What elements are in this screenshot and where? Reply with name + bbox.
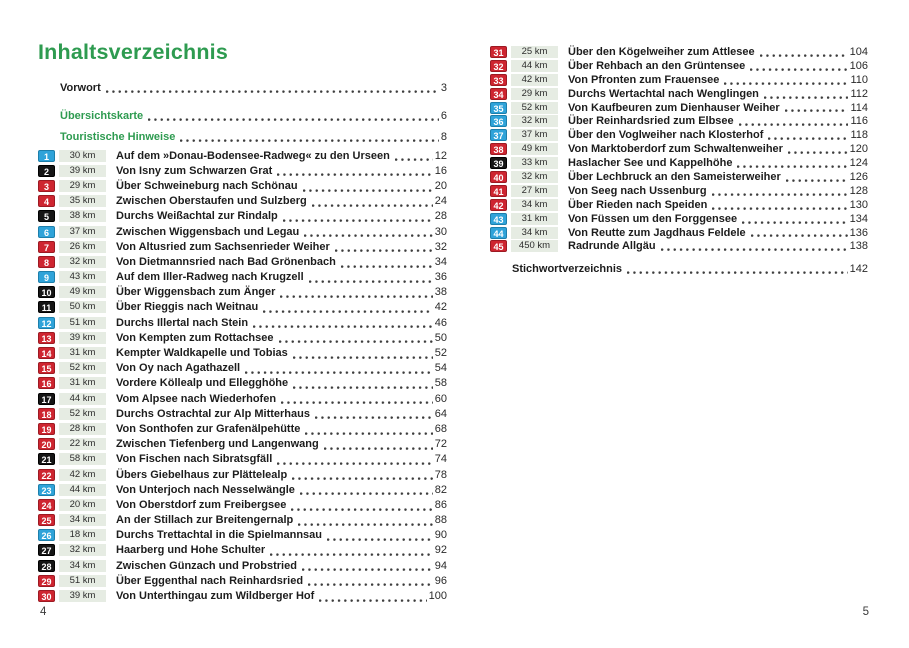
- tour-page-number: 12: [434, 149, 447, 162]
- tour-title: Kempter Waldkapelle und Tobias: [116, 347, 288, 360]
- tour-title: Zwischen Günzach und Probstried: [116, 559, 297, 572]
- tour-distance-badge: 450 km: [511, 240, 558, 252]
- tour-number-badge: 33: [490, 74, 507, 86]
- tour-page-number: 100: [428, 590, 447, 603]
- tour-title: Vom Alpsee nach Wiederhofen: [116, 392, 277, 405]
- tour-page-number: 50: [434, 331, 447, 344]
- tour-distance-badge: 31 km: [59, 347, 106, 359]
- dot-leader: [315, 410, 433, 420]
- dot-leader: [341, 259, 433, 269]
- tour-title: Durchs Weißachtal zur Rindalp: [116, 210, 278, 223]
- tour-distance-badge: 29 km: [511, 88, 558, 100]
- tour-title: Zwischen Tiefenberg und Langenwang: [116, 438, 319, 451]
- tour-page-number: 136: [849, 226, 868, 239]
- section-page-number: 142: [849, 262, 868, 275]
- tour-page-number: 38: [434, 286, 447, 299]
- tour-title: Von Füssen um den Forggensee: [568, 212, 738, 225]
- tour-distance-badge: 22 km: [59, 438, 106, 450]
- toc-tour-row: [490, 101, 868, 115]
- tour-number-badge: 27: [38, 544, 55, 556]
- toc-right-page-column: [490, 41, 868, 276]
- tour-distance-badge: 42 km: [59, 469, 106, 481]
- toc-tour-row: [490, 212, 868, 226]
- tour-page-number: 90: [434, 529, 447, 542]
- section-label: Übersichtskarte: [60, 109, 144, 122]
- toc-tour-row: [38, 376, 447, 391]
- tour-title: Über Reinhardsried zum Elbsee: [568, 115, 734, 128]
- toc-tour-row: [38, 513, 447, 528]
- tour-title: Von Unterthingau zum Wildberger Hof: [116, 590, 315, 603]
- tour-page-number: 124: [849, 157, 868, 170]
- toc-tour-row: [490, 170, 868, 184]
- tour-number-badge: 10: [38, 286, 55, 298]
- tour-number-badge: 34: [490, 88, 507, 100]
- tour-distance-badge: 39 km: [59, 165, 106, 177]
- tour-number-badge: 14: [38, 347, 55, 359]
- tour-page-number: 34: [434, 255, 447, 268]
- dot-leader: [751, 228, 848, 238]
- tour-page-number: 82: [434, 483, 447, 496]
- section-page-number: 6: [440, 109, 447, 122]
- toc-tour-row: [38, 497, 447, 512]
- tour-distance-badge: 31 km: [59, 377, 106, 389]
- tour-page-number: 120: [849, 143, 868, 156]
- tour-number-badge: 8: [38, 256, 55, 268]
- dot-leader: [283, 213, 433, 223]
- tour-page-number: 16: [434, 164, 447, 177]
- tour-page-number: 92: [434, 544, 447, 557]
- tour-distance-badge: 39 km: [59, 332, 106, 344]
- dot-leader: [300, 486, 433, 496]
- section-page-number: 3: [440, 81, 447, 94]
- tour-title: Durchs Trettachtal in die Spielmannsau: [116, 529, 322, 542]
- dot-leader: [279, 334, 433, 344]
- tour-title: An der Stillach zur Breitengernalp: [116, 514, 294, 527]
- dot-leader: [312, 198, 433, 208]
- toc-section-row: [60, 108, 447, 123]
- dot-leader: [308, 577, 433, 587]
- toc-tour-row: [38, 178, 447, 193]
- tour-title: Von Unterjoch nach Nesselwängle: [116, 483, 295, 496]
- tour-number-badge: 20: [38, 438, 55, 450]
- toc-tour-row: [38, 270, 447, 285]
- dot-leader: [737, 159, 847, 169]
- tour-page-number: 88: [434, 514, 447, 527]
- dot-leader: [739, 117, 849, 127]
- toc-tour-row: [490, 87, 868, 101]
- tour-page-number: 138: [849, 240, 868, 253]
- tour-title: Durchs Ostrachtal zur Alp Mitterhaus: [116, 407, 310, 420]
- tour-distance-badge: 58 km: [59, 453, 106, 465]
- dot-leader: [263, 304, 433, 314]
- right-page-number: 5: [862, 606, 869, 618]
- tour-distance-badge: 30 km: [59, 150, 106, 162]
- tour-number-badge: 18: [38, 408, 55, 420]
- dot-leader: [293, 380, 433, 390]
- dot-leader: [712, 187, 848, 197]
- tour-page-number: 116: [850, 115, 868, 128]
- tour-title: Von Pfronten zum Frauensee: [568, 73, 720, 86]
- dot-leader: [750, 62, 847, 72]
- tour-number-badge: 41: [490, 185, 507, 197]
- tour-page-number: 78: [434, 468, 447, 481]
- tour-title: Durchs Illertal nach Stein: [116, 316, 249, 329]
- tour-page-number: 94: [434, 559, 447, 572]
- tour-title: Über Rehbach an den Grüntensee: [568, 59, 746, 72]
- toc-tour-row: [38, 315, 447, 330]
- tour-distance-badge: 52 km: [511, 102, 558, 114]
- tour-distance-badge: 20 km: [59, 499, 106, 511]
- toc-section-row: [60, 129, 447, 144]
- tour-page-number: 30: [434, 225, 447, 238]
- tour-distance-badge: 51 km: [59, 317, 106, 329]
- tour-title: Von Reutte zum Jagdhaus Feldele: [568, 226, 746, 239]
- tour-distance-badge: 44 km: [59, 393, 106, 405]
- tour-page-number: 60: [434, 392, 447, 405]
- tour-title: Über Rieden nach Speiden: [568, 198, 708, 211]
- tour-distance-badge: 38 km: [59, 210, 106, 222]
- toc-tour-row: [490, 114, 868, 128]
- tour-page-number: 114: [850, 101, 868, 114]
- toc-tour-row: [490, 142, 868, 156]
- tour-title: Vordere Köllealp und Ellegghöhe: [116, 377, 289, 390]
- tour-title: Von Dietmannsried nach Bad Grönenbach: [116, 255, 336, 268]
- tour-number-badge: 23: [38, 484, 55, 496]
- toc-left-page-column: [38, 40, 447, 604]
- tour-number-badge: 4: [38, 195, 55, 207]
- tour-page-number: 52: [434, 347, 447, 360]
- tour-number-badge: 29: [38, 575, 55, 587]
- toc-backmatter-row: [512, 261, 868, 276]
- dot-leader: [270, 547, 433, 557]
- tour-number-badge: 25: [38, 514, 55, 526]
- tour-page-number: 72: [434, 438, 447, 451]
- tour-distance-badge: 28 km: [59, 423, 106, 435]
- tour-distance-badge: 43 km: [59, 271, 106, 283]
- toc-tour-row: [38, 391, 447, 406]
- dot-leader: [764, 90, 849, 100]
- toc-tour-row: [490, 59, 868, 73]
- toc-tour-row: [38, 588, 447, 603]
- tour-page-number: 54: [434, 362, 447, 375]
- tour-number-badge: 36: [490, 115, 507, 127]
- tour-distance-badge: 32 km: [59, 544, 106, 556]
- dot-leader: [788, 145, 848, 155]
- dot-leader: [304, 228, 432, 238]
- tour-number-badge: 13: [38, 332, 55, 344]
- tour-distance-badge: 49 km: [511, 143, 558, 155]
- tour-title: Von Isny zum Schwarzen Grat: [116, 164, 273, 177]
- toc-tour-row: [490, 226, 868, 240]
- toc-tour-row: [38, 194, 447, 209]
- page-title: Inhaltsverzeichnis: [38, 40, 229, 64]
- tour-title: Von Sonthofen zur Grafenälpehütte: [116, 422, 301, 435]
- tour-distance-badge: 44 km: [511, 60, 558, 72]
- dot-leader: [253, 319, 433, 329]
- tour-distance-badge: 39 km: [59, 590, 106, 602]
- tour-number-badge: 1: [38, 150, 55, 162]
- dot-leader: [309, 274, 433, 284]
- dot-leader: [245, 365, 433, 375]
- tour-page-number: 68: [434, 422, 447, 435]
- dot-leader: [302, 562, 433, 572]
- tour-distance-badge: 52 km: [59, 362, 106, 374]
- dot-leader: [106, 84, 439, 94]
- tour-number-badge: 22: [38, 469, 55, 481]
- tour-list-right: [490, 45, 868, 253]
- tour-distance-badge: 52 km: [59, 408, 106, 420]
- tour-number-badge: 43: [490, 213, 507, 225]
- tour-number-badge: 24: [38, 499, 55, 511]
- tour-page-number: 32: [434, 240, 447, 253]
- dot-leader: [292, 471, 433, 481]
- toc-tour-row: [38, 421, 447, 436]
- tour-page-number: 128: [849, 184, 868, 197]
- tour-title: Über Schweineburg nach Schönau: [116, 179, 298, 192]
- tour-number-badge: 7: [38, 241, 55, 253]
- toc-tour-row: [38, 239, 447, 254]
- tour-title: Durchs Wertachtal nach Wenglingen: [568, 87, 759, 100]
- tour-number-badge: 45: [490, 240, 507, 252]
- tour-title: Von Kempten zum Rottachsee: [116, 331, 274, 344]
- tour-distance-badge: 37 km: [59, 226, 106, 238]
- tour-page-number: 42: [434, 301, 447, 314]
- tour-page-number: 96: [434, 574, 447, 587]
- front-matter-list: [38, 80, 447, 144]
- tour-distance-badge: 34 km: [59, 560, 106, 572]
- tour-title: Übers Giebelhaus zur Plättelealp: [116, 468, 288, 481]
- tour-distance-badge: 34 km: [511, 199, 558, 211]
- tour-title: Auf dem »Donau-Bodensee-Radweg« zu den Urseen: [116, 149, 390, 162]
- dot-leader: [303, 183, 433, 193]
- dot-leader: [327, 532, 433, 542]
- tour-list-left: [38, 148, 447, 604]
- tour-distance-badge: 42 km: [511, 74, 558, 86]
- tour-page-number: 126: [849, 170, 868, 183]
- tour-title: Von Marktoberdorf zum Schwaltenweiher: [568, 143, 783, 156]
- tour-page-number: 112: [850, 87, 868, 100]
- toc-tour-row: [38, 163, 447, 178]
- dot-leader: [305, 426, 432, 436]
- tour-distance-badge: 32 km: [511, 115, 558, 127]
- tour-distance-badge: 18 km: [59, 529, 106, 541]
- tour-page-number: 106: [849, 59, 868, 72]
- tour-number-badge: 42: [490, 199, 507, 211]
- dot-leader: [627, 265, 848, 275]
- tour-distance-badge: 35 km: [59, 195, 106, 207]
- tour-number-badge: 9: [38, 271, 55, 283]
- toc-tour-row: [38, 467, 447, 482]
- dot-leader: [768, 131, 848, 141]
- tour-number-badge: 12: [38, 317, 55, 329]
- tour-title: Über Rieggis nach Weitnau: [116, 301, 259, 314]
- dot-leader: [661, 242, 848, 252]
- tour-page-number: 86: [434, 498, 447, 511]
- tour-distance-badge: 33 km: [511, 157, 558, 169]
- tour-title: Von Seeg nach Ussenburg: [568, 184, 707, 197]
- dot-leader: [298, 517, 432, 527]
- toc-tour-row: [490, 156, 868, 170]
- tour-number-badge: 28: [38, 560, 55, 572]
- tour-distance-badge: 25 km: [511, 46, 558, 58]
- tour-number-badge: 2: [38, 165, 55, 177]
- tour-distance-badge: 44 km: [59, 484, 106, 496]
- toc-tour-row: [38, 224, 447, 239]
- tour-distance-badge: 29 km: [59, 180, 106, 192]
- toc-tour-row: [490, 73, 868, 87]
- toc-tour-row: [490, 198, 868, 212]
- dot-leader: [277, 167, 432, 177]
- toc-tour-row: [38, 361, 447, 376]
- tour-number-badge: 39: [490, 157, 507, 169]
- dot-leader: [180, 133, 439, 143]
- section-page-number: 8: [440, 130, 447, 143]
- tour-title: Von Oberstdorf zum Freibergsee: [116, 498, 287, 511]
- tour-page-number: 118: [850, 129, 868, 142]
- tour-page-number: 134: [849, 212, 868, 225]
- tour-distance-badge: 51 km: [59, 575, 106, 587]
- tour-page-number: 74: [434, 453, 447, 466]
- dot-leader: [148, 112, 439, 122]
- tour-number-badge: 17: [38, 393, 55, 405]
- tour-title: Haslacher See und Kappelhöhe: [568, 157, 733, 170]
- dot-leader: [291, 502, 432, 512]
- toc-tour-row: [490, 239, 868, 253]
- tour-page-number: 28: [434, 210, 447, 223]
- tour-number-badge: 21: [38, 453, 55, 465]
- tour-page-number: 130: [849, 198, 868, 211]
- toc-tour-row: [38, 345, 447, 360]
- dot-leader: [760, 48, 848, 58]
- tour-title: Von Altusried zum Sachsenrieder Weiher: [116, 240, 330, 253]
- tour-title: Auf dem Iller-Radweg nach Krugzell: [116, 271, 304, 284]
- toc-tour-row: [38, 406, 447, 421]
- tour-number-badge: 5: [38, 210, 55, 222]
- tour-title: Über Eggenthal nach Reinhardsried: [116, 574, 304, 587]
- tour-number-badge: 38: [490, 143, 507, 155]
- tour-distance-badge: 26 km: [59, 241, 106, 253]
- tour-title: Über den Voglweiher nach Klosterhof: [568, 129, 764, 142]
- dot-leader: [324, 441, 433, 451]
- tour-page-number: 58: [434, 377, 447, 390]
- dot-leader: [786, 173, 848, 183]
- dot-leader: [335, 243, 433, 253]
- toc-tour-row: [38, 543, 447, 558]
- tour-distance-badge: 50 km: [59, 301, 106, 313]
- tour-page-number: 64: [434, 407, 447, 420]
- dot-leader: [395, 152, 433, 162]
- tour-page-number: 46: [434, 316, 447, 329]
- toc-tour-row: [490, 45, 868, 59]
- dot-leader: [277, 456, 432, 466]
- dot-leader: [742, 215, 848, 225]
- tour-number-badge: 35: [490, 102, 507, 114]
- left-page-number: 4: [40, 606, 47, 618]
- tour-distance-badge: 32 km: [59, 256, 106, 268]
- tour-number-badge: 40: [490, 171, 507, 183]
- dot-leader: [712, 201, 847, 211]
- tour-number-badge: 15: [38, 362, 55, 374]
- tour-number-badge: 31: [490, 46, 507, 58]
- tour-number-badge: 19: [38, 423, 55, 435]
- tour-number-badge: 16: [38, 377, 55, 389]
- dot-leader: [319, 593, 426, 603]
- tour-title: Von Oy nach Agathazell: [116, 362, 241, 375]
- section-label: Stichwortverzeichnis: [512, 262, 623, 275]
- toc-tour-row: [38, 437, 447, 452]
- toc-tour-row: [38, 558, 447, 573]
- toc-tour-row: [38, 148, 447, 163]
- tour-distance-badge: 37 km: [511, 129, 558, 141]
- toc-tour-row: [38, 209, 447, 224]
- section-label: Vorwort: [60, 81, 101, 94]
- toc-tour-row: [38, 452, 447, 467]
- tour-number-badge: 3: [38, 180, 55, 192]
- tour-title: Zwischen Wiggensbach und Legau: [116, 225, 300, 238]
- tour-number-badge: 26: [38, 529, 55, 541]
- section-label: Touristische Hinweise: [60, 130, 176, 143]
- tour-number-badge: 6: [38, 226, 55, 238]
- tour-distance-badge: 34 km: [511, 227, 558, 239]
- tour-title: Zwischen Oberstaufen und Sulzberg: [116, 195, 307, 208]
- toc-tour-row: [38, 330, 447, 345]
- tour-title: Radrunde Allgäu: [568, 240, 656, 253]
- tour-distance-badge: 32 km: [511, 171, 558, 183]
- tour-distance-badge: 27 km: [511, 185, 558, 197]
- tour-title: Über Wiggensbach zum Änger: [116, 286, 276, 299]
- tour-number-badge: 11: [38, 301, 55, 313]
- tour-page-number: 36: [434, 271, 447, 284]
- toc-tour-row: [38, 573, 447, 588]
- tour-page-number: 24: [434, 195, 447, 208]
- toc-tour-row: [38, 300, 447, 315]
- dot-leader: [280, 289, 432, 299]
- dot-leader: [293, 350, 433, 360]
- tour-number-badge: 37: [490, 129, 507, 141]
- tour-number-badge: 30: [38, 590, 55, 602]
- toc-tour-row: [38, 285, 447, 300]
- tour-number-badge: 44: [490, 227, 507, 239]
- toc-tour-row: [490, 128, 868, 142]
- tour-distance-badge: 31 km: [511, 213, 558, 225]
- toc-section-row: [60, 80, 447, 95]
- toc-tour-row: [38, 528, 447, 543]
- tour-title: Über den Kögelweiher zum Attlesee: [568, 45, 755, 58]
- tour-title: Von Fischen nach Sibratsgfäll: [116, 453, 273, 466]
- tour-page-number: 104: [849, 45, 868, 58]
- tour-number-badge: 32: [490, 60, 507, 72]
- tour-page-number: 110: [850, 73, 868, 86]
- dot-leader: [724, 76, 848, 86]
- toc-tour-row: [38, 482, 447, 497]
- toc-tour-row: [490, 184, 868, 198]
- tour-title: Von Kaufbeuren zum Dienhauser Weiher: [568, 101, 780, 114]
- tour-distance-badge: 49 km: [59, 286, 106, 298]
- tour-title: Über Lechbruck an den Sameisterweiher: [568, 170, 781, 183]
- dot-leader: [785, 103, 849, 113]
- tour-title: Haarberg und Hohe Schulter: [116, 544, 266, 557]
- dot-leader: [281, 395, 433, 405]
- tour-distance-badge: 34 km: [59, 514, 106, 526]
- toc-tour-row: [38, 254, 447, 269]
- tour-page-number: 20: [434, 179, 447, 192]
